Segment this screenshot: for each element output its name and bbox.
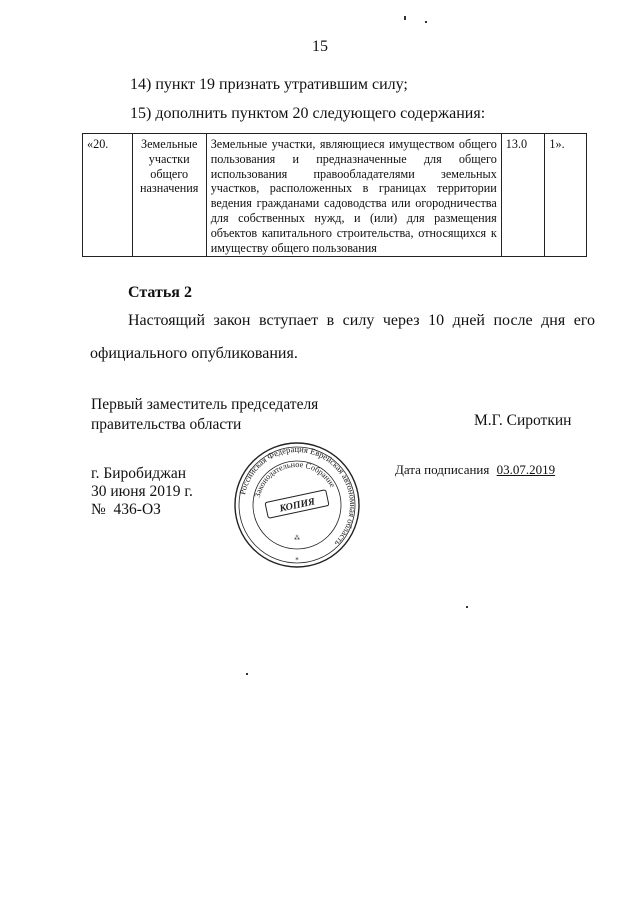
page-number: 15 [312, 38, 328, 55]
stamp-outer-text: Российская Федерация Еврейская автономная область [237, 443, 359, 549]
law-date: 30 июня 2019 г. [91, 483, 193, 500]
table-row [83, 134, 587, 257]
row-number: «20. [83, 134, 133, 257]
item-15: 15) дополнить пунктом 20 следующего содержания: [130, 105, 486, 122]
article-text: Настоящий закон вступает в силу через 10 дней после дня его официального опубликования. [90, 312, 595, 362]
signer-name: М.Г. Сироткин [474, 412, 572, 429]
scan-mark [404, 16, 406, 20]
svg-text:⁂: ⁂ [294, 535, 300, 542]
svg-text:*: * [295, 556, 299, 564]
place-block [91, 465, 193, 519]
signing-date-value: 03.07.2019 [496, 462, 556, 477]
signing-label: Дата подписания [395, 462, 490, 477]
row-name: Земельные участки общего назначения [132, 134, 206, 257]
item-14: 14) пункт 19 признать утратившим силу; [130, 76, 408, 93]
stamp-seal-icon [232, 440, 362, 570]
law-number: № 436-ОЗ [91, 501, 161, 518]
scan-mark [246, 673, 248, 675]
row-last: 1». [545, 134, 587, 257]
stamp-inner-text: Законодательное Собрание [252, 459, 338, 499]
official-stamp [232, 440, 362, 570]
article-heading: Статья 2 [128, 284, 192, 301]
row-code: 13.0 [501, 134, 545, 257]
row-description: Земельные участки, являющиеся имуществом общего пользования и предназначенные для общего использования правообладателями земельных участков, расположенных в границах территории ведения гражданами садоводства или огородничества для собственных нужд, и (или) для размещения объектов капитального строительства, относящихся к имуществу общего пользования [206, 134, 501, 257]
scan-mark [425, 21, 427, 23]
stamp-center-label: КОПИЯ [278, 496, 317, 515]
scan-mark [466, 606, 468, 608]
signing-date [395, 462, 555, 478]
city: г. Биробиджан [91, 465, 187, 482]
signer-position: Первый заместитель председателя правительства области [91, 396, 319, 433]
land-use-table [82, 133, 587, 257]
